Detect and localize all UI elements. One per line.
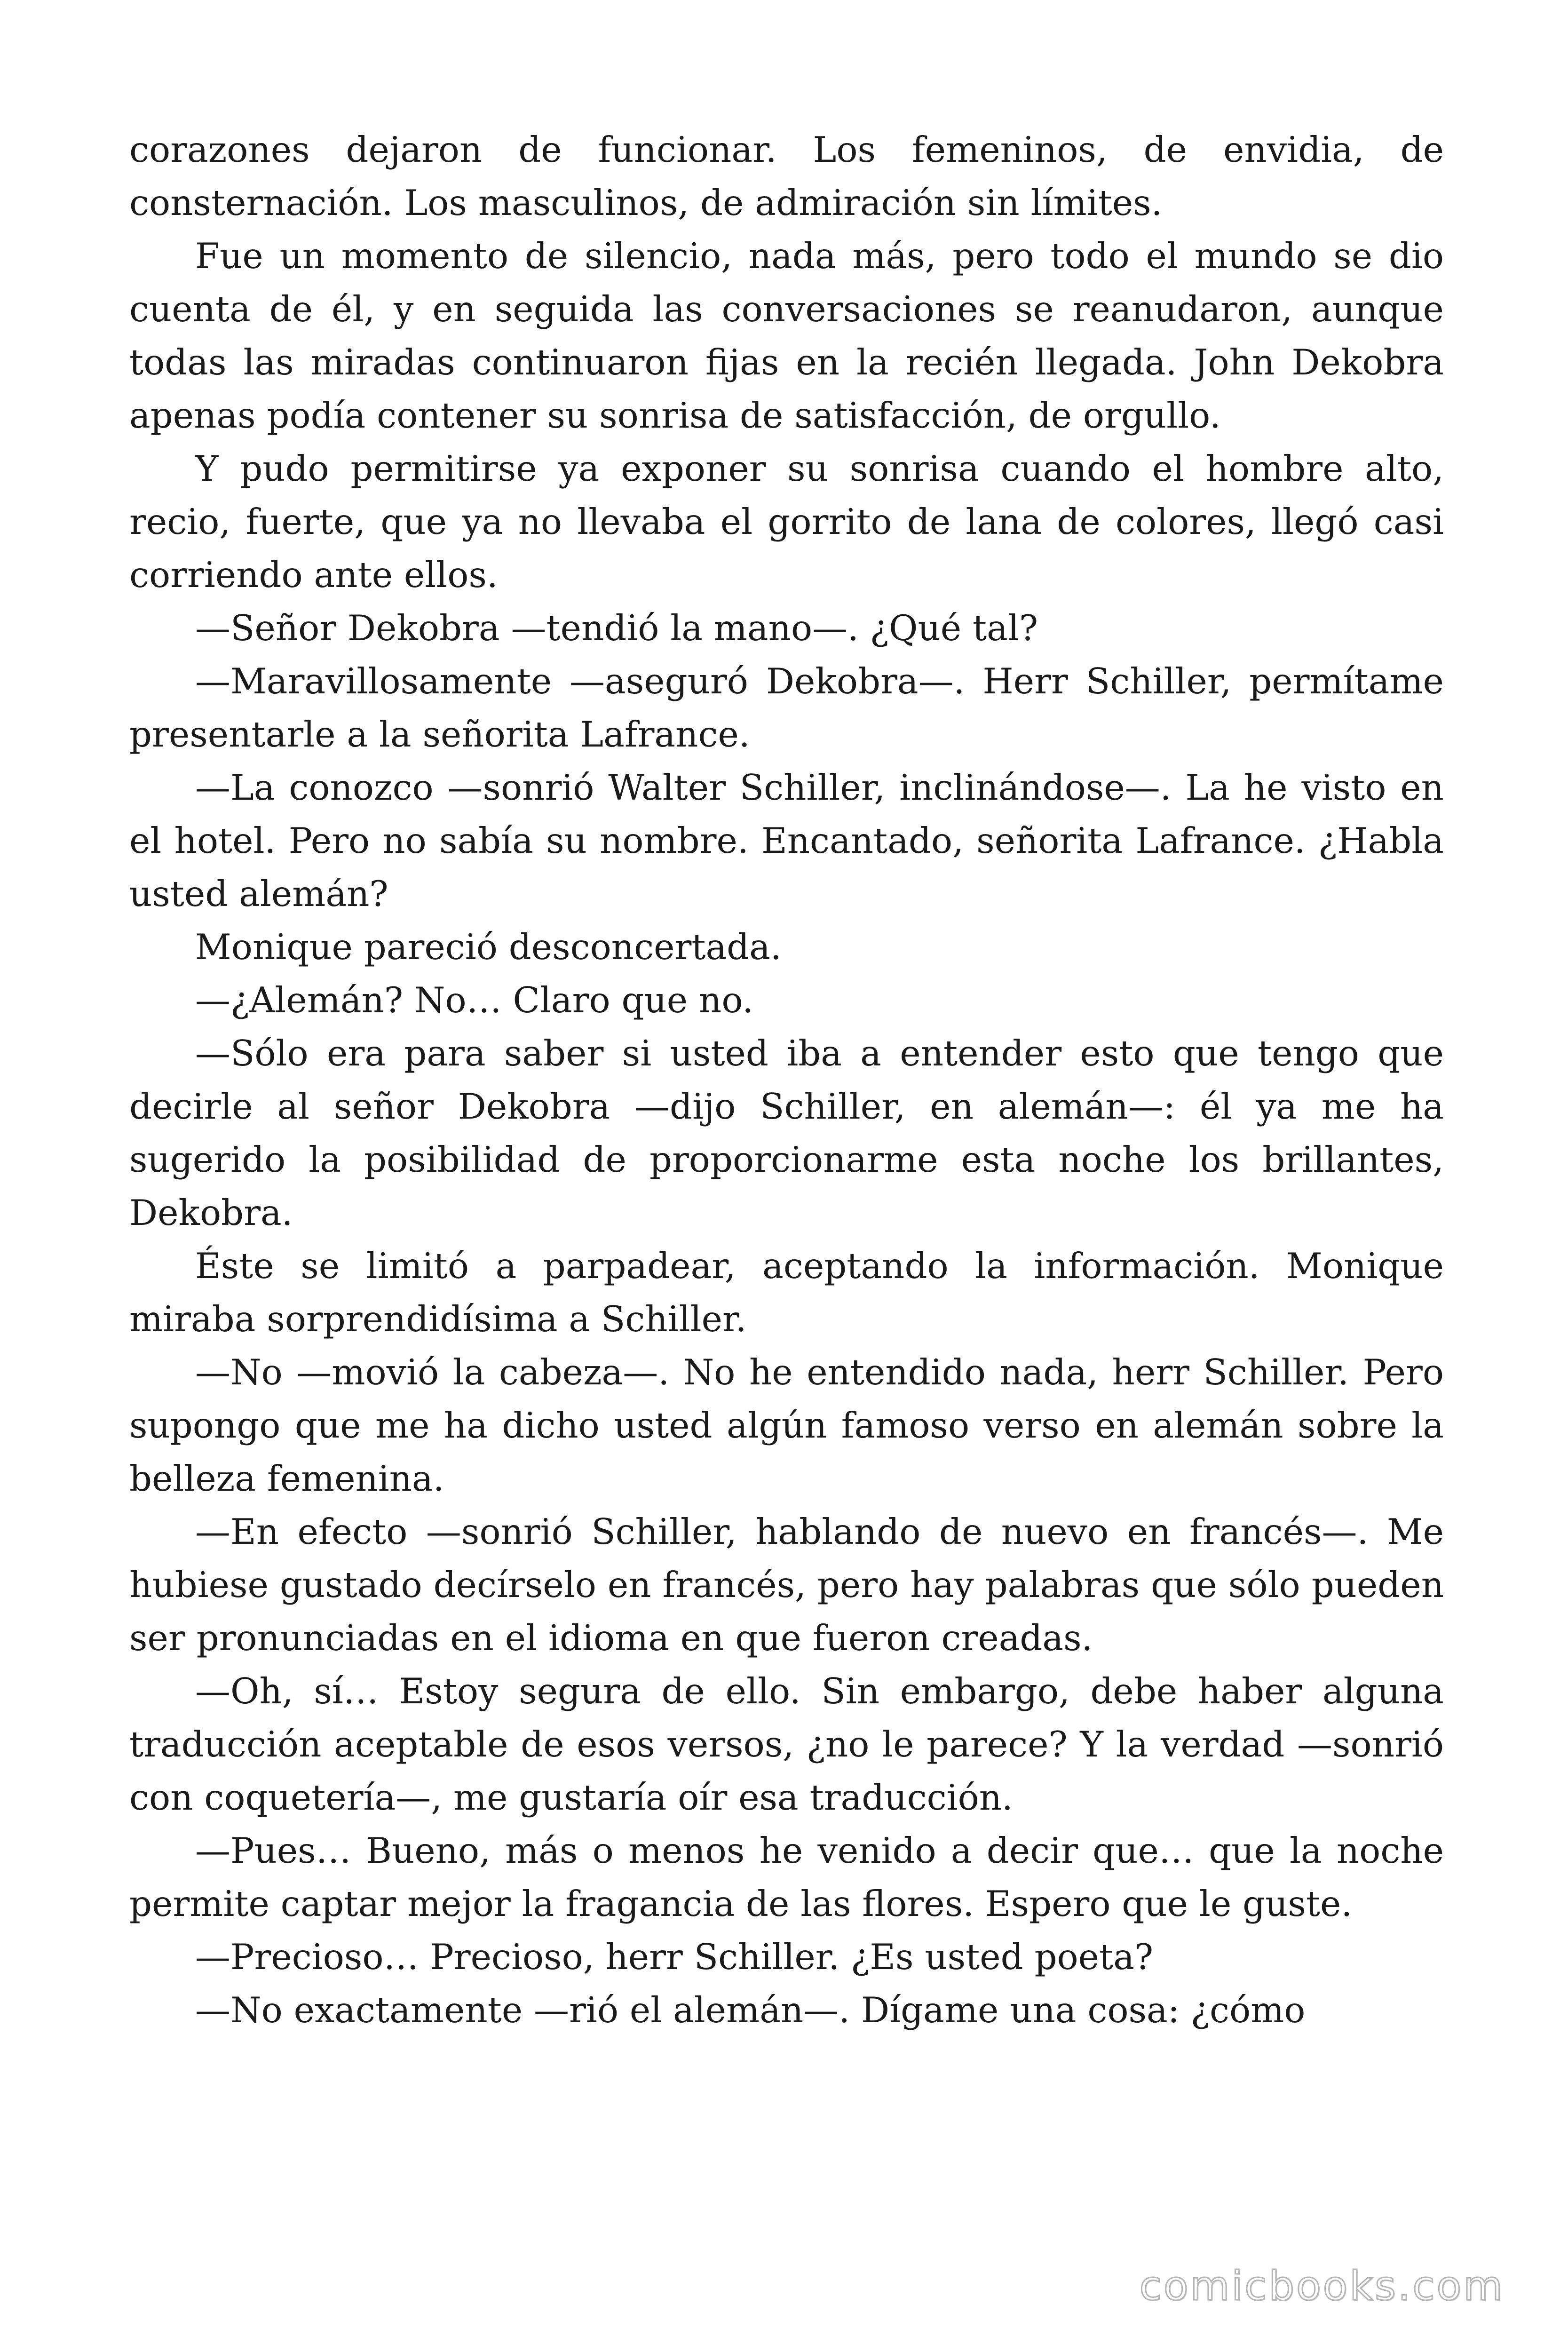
paragraph: Éste se limitó a parpadear, aceptando la información. Monique miraba sorprendidísima a Schiller.	[129, 1245, 1444, 1340]
dialogue-line: —Maravillosamente —aseguró Dekobra—. Herr Schiller, permítame presentarle a la señorita Lafrance.	[129, 660, 1444, 755]
dialogue-line: —Señor Dekobra —tendió la mano—. ¿Qué tal?	[195, 607, 1038, 649]
watermark-logo: comicbooks.com	[1139, 2263, 1505, 2310]
dialogue-line: —Pues… Bueno, más o menos he venido a decir que… que la noche permite captar mejor la fragancia de las flores. Espero que le guste.	[129, 1830, 1444, 1924]
dialogue-line: —No —movió la cabeza—. No he entendido nada, herr Schiller. Pero supongo que me ha dicho usted algún famoso verso en alemán sobre la belleza femenina.	[129, 1351, 1444, 1499]
dialogue-line: —La conozco —sonrió Walter Schiller, inclinándose—. La he visto en el hotel. Pero no sabía su nombre. Encantado, señorita Lafrance. ¿Habla usted alemán?	[129, 767, 1444, 914]
paragraph: Fue un momento de silencio, nada más, pero todo el mundo se dio cuenta de él, y en seguida las conversaciones se reanudaron, aunque todas las miradas continuaron fijas en la recién llegada. John Dekobra apenas podía contener su sonrisa de satisfacción, de orgullo.	[129, 235, 1444, 436]
dialogue-line: —¿Alemán? No… Claro que no.	[195, 979, 753, 1021]
dialogue-line: —Oh, sí… Estoy segura de ello. Sin embargo, debe haber alguna traducción aceptable de esos versos, ¿no le parece? Y la verdad —sonrió con coquetería—, me gustaría oír esa traducción.	[129, 1670, 1444, 1818]
paragraph: Y pudo permitirse ya exponer su sonrisa cuando el hombre alto, recio, fuerte, que ya no llevaba el gorrito de lana de colores, llegó casi corriendo ante ellos.	[129, 448, 1444, 596]
dialogue-line: —Precioso… Precioso, herr Schiller. ¿Es usted poeta?	[195, 1936, 1154, 1978]
dialogue-line: —En efecto —sonrió Schiller, hablando de nuevo en francés—. Me hubiese gustado decírselo en francés, pero hay palabras que sólo pueden ser pronunciadas en el idioma en que fueron creadas.	[129, 1511, 1444, 1659]
paragraph: Monique pareció desconcertada.	[195, 926, 782, 968]
dialogue-line: —Sólo era para saber si usted iba a entender esto que tengo que decirle al señor Dekobra —dijo Schiller, en alemán—: él ya me ha sugerido la posibilidad de proporcionarme esta noche los brillantes, Dekobra.	[129, 1033, 1444, 1233]
page-body-text	[129, 123, 1444, 2037]
paragraph-continuation: corazones dejaron de funcionar. Los femeninos, de envidia, de consternación. Los masculinos, de admiración sin límites.	[129, 129, 1444, 223]
dialogue-line: —No exactamente —rió el alemán—. Dígame una cosa: ¿cómo	[195, 1989, 1306, 2031]
